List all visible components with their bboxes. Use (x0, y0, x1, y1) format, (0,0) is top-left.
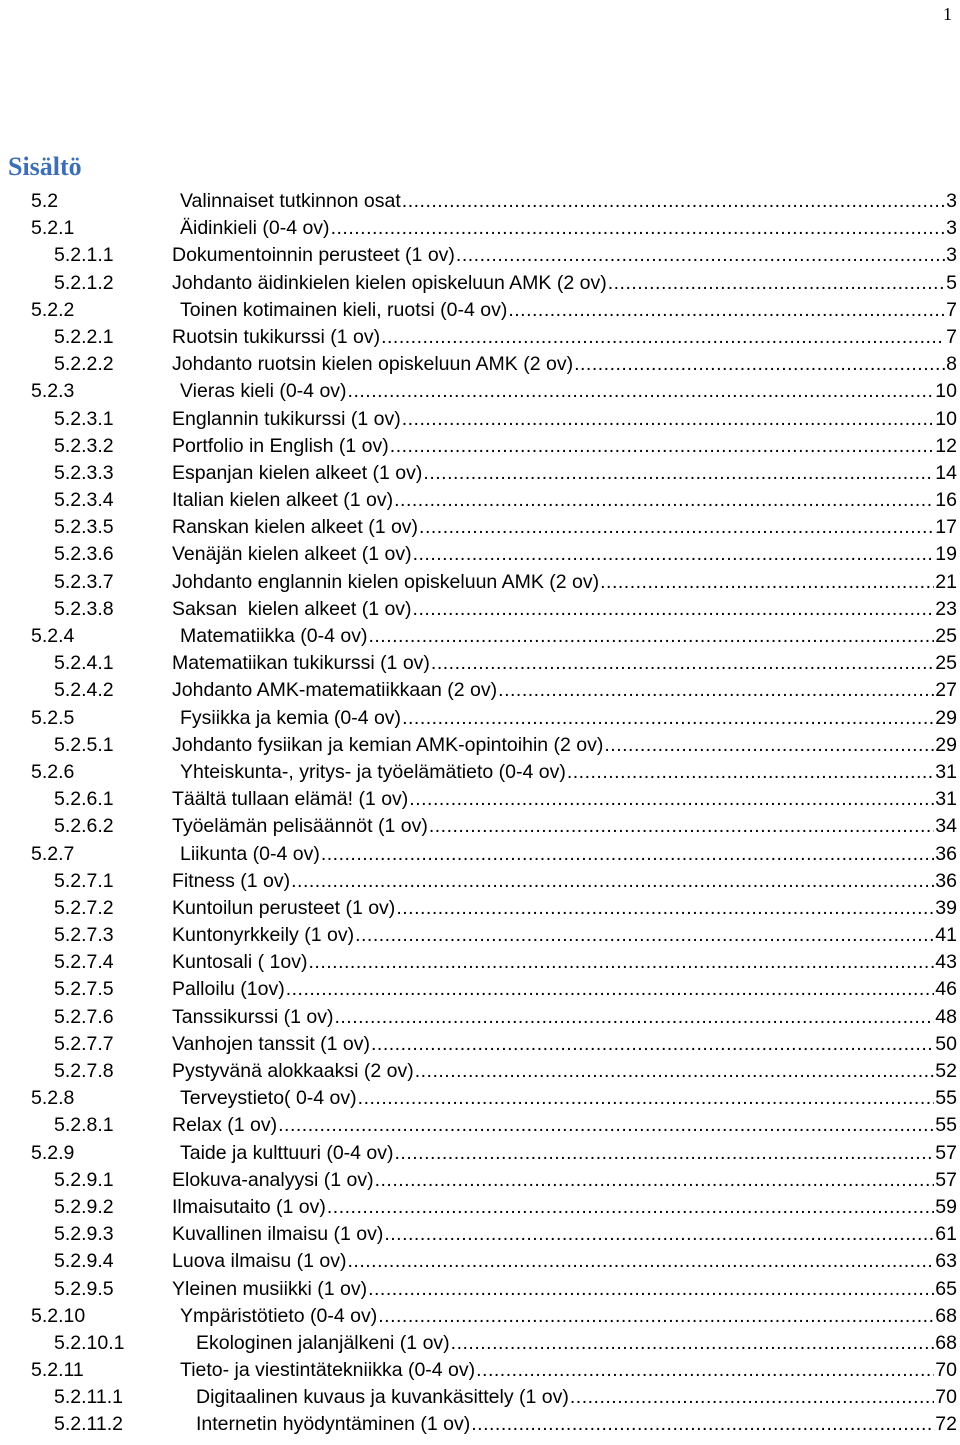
toc-entry-title: Kuntonyrkkeily (1 ov) (172, 924, 355, 947)
toc-entry-number: 5.2.3.2 (54, 434, 114, 457)
toc-entry-title: Englannin tukikurssi (1 ov) (172, 407, 401, 430)
toc-entry-number: 5.2.1.2 (54, 271, 114, 294)
toc-entry-page: 10 (935, 407, 957, 430)
toc-entry[interactable] (0, 297, 960, 324)
toc-entry-title: Dokumentoinnin perusteet (1 ov) (172, 244, 455, 267)
dot-leader (402, 188, 945, 215)
toc-entry-page: 39 (935, 896, 957, 919)
dot-leader (358, 1085, 935, 1112)
toc-entry[interactable] (0, 1167, 960, 1194)
toc-entry[interactable] (0, 1411, 960, 1438)
toc-entry-title: Vieras kieli (0-4 ov) (180, 380, 347, 403)
toc-entry-title: Italian kielen alkeet (1 ov) (172, 489, 394, 512)
toc-entry[interactable] (0, 922, 960, 949)
toc-entry-page: 65 (935, 1277, 957, 1300)
dot-leader (394, 487, 934, 514)
toc-entry-number: 5.2.5.1 (54, 733, 114, 756)
toc-entry-number: 5.2.3.4 (54, 489, 114, 512)
toc-entry-title: Pystyvänä alokkaaksi (2 ov) (172, 1060, 414, 1082)
toc-entry-number: 5.2.9.3 (54, 1223, 114, 1246)
toc-entry[interactable] (0, 1276, 960, 1303)
toc-entry-page: 36 (935, 869, 957, 892)
toc-entry[interactable] (0, 705, 960, 732)
toc-entry-number: 5.2.7.2 (54, 896, 114, 919)
toc-entry-page: 16 (935, 489, 957, 512)
dot-leader (395, 1140, 935, 1167)
dot-leader (431, 650, 934, 677)
dot-leader (423, 460, 934, 487)
toc-entry[interactable] (0, 406, 960, 433)
toc-entry-number: 5.2.7.4 (54, 951, 114, 974)
toc-entry-number: 5.2.7.6 (54, 1005, 114, 1028)
toc-entry-title: Ympäristötieto (0-4 ov) (180, 1304, 378, 1327)
toc-entry-page: 57 (935, 1141, 957, 1164)
toc-entry-number: 5.2.5 (31, 706, 75, 729)
toc-entry-page: 61 (935, 1223, 957, 1246)
toc-entry-number: 5.2.10 (31, 1304, 86, 1327)
toc-entry-title: Johdanto fysiikan ja kemian AMK-opintoihin (2 ov) (172, 733, 604, 756)
toc-entry[interactable] (0, 759, 960, 786)
toc-entry-number: 5.2.6.1 (54, 788, 114, 811)
toc-entry[interactable] (0, 650, 960, 677)
toc-entry-title: Tanssikurssi (1 ov) (172, 1005, 334, 1028)
dot-leader (308, 949, 934, 976)
toc-entry-page: 31 (935, 760, 957, 783)
toc-entry[interactable] (0, 541, 960, 568)
page-number: 1 (943, 4, 952, 24)
dot-leader (334, 1004, 934, 1031)
toc-entry-number: 5.2.2 (31, 298, 75, 321)
toc-entry-title: Terveystieto( 0-4 ov) (180, 1087, 357, 1110)
toc-entry-page: 70 (935, 1359, 957, 1382)
toc-entry-title: Kuntosali ( 1ov) (172, 951, 308, 974)
toc-entry[interactable] (0, 324, 960, 351)
toc-entry[interactable] (0, 596, 960, 623)
toc-entry-number: 5.2.10.1 (54, 1331, 125, 1354)
toc-entry-page: 14 (935, 461, 957, 484)
dot-leader (451, 1330, 935, 1357)
toc-entry-page: 25 (935, 652, 957, 675)
toc-entry[interactable] (0, 1248, 960, 1275)
toc-entry-number: 5.2.9.5 (54, 1277, 114, 1300)
toc-entry-number: 5.2.7.8 (54, 1060, 114, 1082)
toc-entry-page: 10 (935, 380, 957, 403)
dot-leader (608, 270, 945, 297)
toc-entry-title: Yhteiskunta-, yritys- ja työelämätieto (0-4 ov) (180, 760, 566, 783)
toc-entry[interactable] (0, 378, 960, 405)
toc-entry[interactable] (0, 1330, 960, 1357)
toc-entry-number: 5.2.9.4 (54, 1250, 114, 1273)
toc-entry-title: Kuvallinen ilmaisu (1 ov) (172, 1223, 384, 1246)
toc-entry-number: 5.2.1 (31, 217, 75, 240)
toc-entry-number: 5.2.3.6 (54, 543, 114, 566)
toc-entry-page: 29 (935, 733, 957, 756)
toc-entry-page: 8 (946, 353, 957, 376)
toc-entry-page: 3 (946, 217, 957, 240)
toc-entry-number: 5.2.9 (31, 1141, 75, 1164)
toc-entry-page: 68 (935, 1304, 957, 1327)
toc-entry-title: Matematiikka (0-4 ov) (180, 625, 368, 647)
toc-entry-title: Digitaalinen kuvaus ja kuvankäsittely (1 ov) (196, 1386, 569, 1409)
toc-entry[interactable] (0, 487, 960, 514)
toc-entry-title: Saksan kielen alkeet (1 ov) (172, 597, 412, 620)
toc-entry-page: 17 (935, 516, 957, 539)
toc-entry-page: 43 (935, 951, 957, 974)
dot-leader (419, 514, 934, 541)
toc-entry[interactable] (0, 1221, 960, 1248)
toc-entry[interactable] (0, 514, 960, 541)
toc-entry-number: 5.2.8 (31, 1087, 75, 1110)
dot-leader (371, 1031, 934, 1058)
dot-leader (327, 1194, 934, 1221)
toc-entry-number: 5.2.3.5 (54, 516, 114, 539)
dot-leader (368, 1276, 934, 1303)
dot-leader (286, 976, 935, 1003)
dot-leader (567, 759, 934, 786)
toc-entry-page: 63 (935, 1250, 957, 1273)
toc-entry-page: 50 (935, 1032, 957, 1055)
toc-entry-number: 5.2.6.2 (54, 815, 114, 838)
dot-leader (396, 895, 934, 922)
toc-entry-page: 3 (946, 244, 957, 267)
toc-entry-title: Ekologinen jalanjälkeni (1 ov) (196, 1331, 450, 1354)
toc-entry-title: Fitness (1 ov) (172, 869, 291, 892)
toc-entry-title: Valinnaiset tutkinnon osat (180, 190, 401, 212)
dot-leader (476, 1357, 934, 1384)
dot-leader (348, 1248, 935, 1275)
toc-entry-page: 48 (935, 1005, 957, 1028)
toc-entry-title: Ranskan kielen alkeet (1 ov) (172, 516, 419, 539)
dot-leader (413, 541, 935, 568)
toc-entry-title: Täältä tullaan elämä! (1 ov) (172, 788, 409, 811)
toc-entry-title: Fysiikka ja kemia (0-4 ov) (180, 706, 402, 729)
dot-leader (570, 1384, 934, 1411)
toc-entry[interactable] (0, 242, 960, 269)
toc-entry-page: 70 (935, 1386, 957, 1409)
dot-leader (429, 813, 934, 840)
toc-entry-page: 31 (935, 788, 957, 811)
toc-entry-title: Kuntoilun perusteet (1 ov) (172, 896, 396, 919)
toc-entry-title: Johdanto äidinkielen kielen opiskeluun AMK (2 ov) (172, 271, 607, 294)
toc-entry-number: 5.2.8.1 (54, 1114, 114, 1137)
toc-entry-page: 5 (946, 271, 957, 294)
dot-leader (278, 1112, 934, 1139)
toc-entry-number: 5.2.4.2 (54, 679, 114, 702)
toc-entry-page: 7 (946, 298, 957, 321)
toc-entry-page: 68 (935, 1331, 957, 1354)
toc-entry[interactable] (0, 786, 960, 813)
dot-leader (375, 1167, 935, 1194)
toc-entry[interactable] (0, 270, 960, 297)
toc-entry-title: Johdanto englannin kielen opiskeluun AMK (2 ov) (172, 570, 600, 593)
toc-entry-number: 5.2.9.2 (54, 1195, 114, 1218)
toc-entry[interactable] (0, 732, 960, 759)
toc-entry-page: 3 (946, 190, 957, 212)
toc-entry-number: 5.2.11 (31, 1359, 84, 1382)
dot-leader (402, 705, 934, 732)
toc-entry-number: 5.2.4 (31, 625, 75, 647)
toc-entry-page: 23 (935, 597, 957, 620)
toc-entry-number: 5.2.2.1 (54, 325, 114, 348)
dot-leader (409, 786, 934, 813)
toc-entry-title: Luova ilmaisu (1 ov) (172, 1250, 347, 1273)
toc-entry-number: 5.2.3.8 (54, 597, 114, 620)
toc-entry-number: 5.2.3.1 (54, 407, 114, 430)
dot-leader (498, 677, 934, 704)
toc-entry[interactable] (0, 1031, 960, 1058)
toc-entry-title: Relax (1 ov) (172, 1114, 278, 1137)
dot-leader (415, 1058, 935, 1085)
toc-entry-number: 5.2.6 (31, 760, 75, 783)
toc-entry[interactable] (0, 1357, 960, 1384)
toc-entry-title: Yleinen musiikki (1 ov) (172, 1277, 368, 1300)
toc-entry-number: 5.2.7.3 (54, 924, 114, 947)
toc-entry-number: 5.2.7.5 (54, 978, 114, 1001)
toc-entry-title: Internetin hyödyntäminen (1 ov) (196, 1413, 471, 1436)
toc-title: Sisältö (8, 152, 82, 181)
dot-leader (381, 324, 945, 351)
toc-entry-number: 5.2.11.2 (54, 1413, 124, 1436)
dot-leader (600, 569, 934, 596)
toc-entry-title: Portfolio in English (1 ov) (172, 434, 389, 457)
toc-entry-page: 36 (935, 842, 957, 865)
dot-leader (321, 841, 934, 868)
toc-entry-number: 5.2.4.1 (54, 652, 114, 675)
toc-entry-title: Ilmaisutaito (1 ov) (172, 1195, 326, 1218)
toc-entry[interactable] (0, 215, 960, 242)
toc-entry-title: Äidinkieli (0-4 ov) (180, 217, 330, 240)
toc-entry-title: Espanjan kielen alkeet (1 ov) (172, 461, 423, 484)
toc-entry-number: 5.2.9.1 (54, 1168, 114, 1191)
toc-entry[interactable] (0, 1085, 960, 1112)
toc-entry[interactable] (0, 1384, 960, 1411)
dot-leader (390, 433, 935, 460)
toc-entry[interactable] (0, 976, 960, 1003)
toc-entry-number: 5.2.7 (31, 842, 75, 865)
dot-leader (413, 596, 935, 623)
toc-entry-page: 55 (935, 1087, 957, 1110)
dot-leader (574, 351, 945, 378)
dot-leader (456, 242, 945, 269)
toc-entry[interactable] (0, 1194, 960, 1221)
toc-entry[interactable] (0, 813, 960, 840)
toc-entry[interactable] (0, 841, 960, 868)
toc-entry-number: 5.2 (31, 190, 59, 212)
toc-entry[interactable] (0, 433, 960, 460)
toc-entry-page: 27 (935, 679, 957, 702)
toc-entry-page: 29 (935, 706, 957, 729)
toc-entry-page: 19 (935, 543, 957, 566)
dot-leader (384, 1221, 934, 1248)
toc-entry-page: 57 (935, 1168, 957, 1191)
toc-entry-title: Johdanto ruotsin kielen opiskeluun AMK (2 ov) (172, 353, 574, 376)
dot-leader (471, 1411, 934, 1438)
toc-entry-number: 5.2.2.2 (54, 353, 114, 376)
toc-entry[interactable] (0, 569, 960, 596)
toc-entry[interactable] (0, 460, 960, 487)
toc-entry-number: 5.2.1.1 (54, 244, 114, 267)
toc-entry-title: Elokuva-analyysi (1 ov) (172, 1168, 374, 1191)
toc-entry-title: Johdanto AMK-matematiikkaan (2 ov) (172, 679, 498, 702)
toc-entry[interactable] (0, 895, 960, 922)
toc-entry-title: Toinen kotimainen kieli, ruotsi (0-4 ov) (180, 298, 508, 321)
toc-entry-page: 34 (935, 815, 957, 838)
toc-entry-title: Vanhojen tanssit (1 ov) (172, 1032, 370, 1055)
dot-leader (355, 922, 934, 949)
toc-entry-page: 25 (935, 625, 957, 647)
toc-entry-title: Ruotsin tukikurssi (1 ov) (172, 325, 381, 348)
toc-entry-title: Venäjän kielen alkeet (1 ov) (172, 543, 412, 566)
toc-entry-page: 21 (935, 570, 957, 593)
toc-list (0, 188, 960, 1439)
toc-entry-title: Palloilu (1ov) (172, 978, 285, 1001)
toc-entry[interactable] (0, 1058, 960, 1085)
toc-entry-page: 52 (935, 1060, 957, 1082)
toc-entry-page: 55 (935, 1114, 957, 1137)
dot-leader (331, 215, 946, 242)
dot-leader (508, 297, 945, 324)
dot-leader (348, 378, 935, 405)
toc-entry-number: 5.2.3 (31, 380, 75, 403)
toc-entry-number: 5.2.3.3 (54, 461, 114, 484)
toc-entry[interactable] (0, 1303, 960, 1330)
toc-entry-number: 5.2.3.7 (54, 570, 114, 593)
toc-entry-title: Taide ja kulttuuri (0-4 ov) (180, 1141, 394, 1164)
toc-entry[interactable] (0, 868, 960, 895)
dot-leader (368, 623, 934, 650)
toc-entry-page: 72 (935, 1413, 957, 1436)
toc-entry-title: Tieto- ja viestintätekniikka (0-4 ov) (180, 1359, 476, 1382)
toc-entry-title: Työelämän pelisäännöt (1 ov) (172, 815, 428, 838)
toc-entry[interactable] (0, 623, 960, 650)
toc-entry-page: 59 (935, 1195, 957, 1218)
dot-leader (378, 1303, 934, 1330)
toc-entry-page: 41 (935, 924, 957, 947)
toc-entry-page: 7 (946, 325, 957, 348)
toc-entry[interactable] (0, 1140, 960, 1167)
toc-entry-number: 5.2.11.1 (54, 1386, 124, 1409)
toc-entry[interactable] (0, 949, 960, 976)
dot-leader (402, 406, 935, 433)
toc-entry-title: Matematiikan tukikurssi (1 ov) (172, 652, 430, 675)
dot-leader (291, 868, 934, 895)
toc-entry-page: 46 (935, 978, 957, 1001)
toc-entry-title: Liikunta (0-4 ov) (180, 842, 320, 865)
toc-entry[interactable] (0, 351, 960, 378)
dot-leader (604, 732, 934, 759)
toc-entry-number: 5.2.7.7 (54, 1032, 114, 1055)
toc-entry-number: 5.2.7.1 (54, 869, 114, 892)
toc-entry[interactable] (0, 1004, 960, 1031)
toc-entry[interactable] (0, 1112, 960, 1139)
toc-entry[interactable] (0, 188, 960, 215)
toc-entry-page: 12 (935, 434, 957, 457)
toc-entry[interactable] (0, 677, 960, 704)
